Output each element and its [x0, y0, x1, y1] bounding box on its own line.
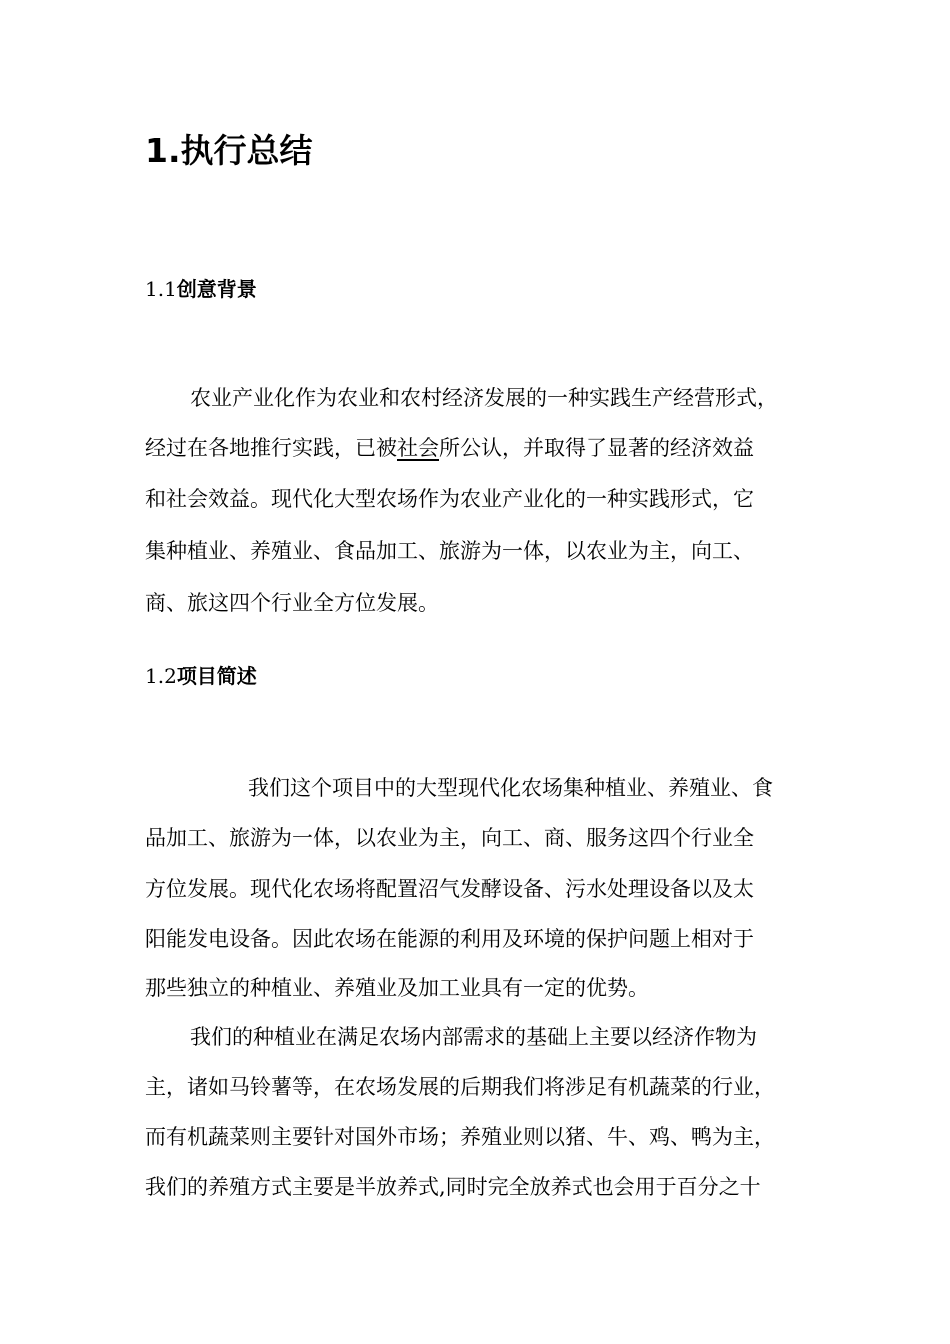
- paragraph-line: 那些独立的种植业、养殖业及加工业具有一定的优势。: [145, 976, 649, 1000]
- section-number: 1.1: [145, 277, 177, 301]
- paragraph-line: 我们这个项目中的大型现代化农场集种植业、养殖业、食: [248, 776, 773, 800]
- paragraph-line: 集种植业、养殖业、食品加工、旅游为一体，以农业为主，向工、: [145, 539, 754, 563]
- paragraph-line: 阳能发电设备。因此农场在能源的利用及环境的保护问题上相对于: [145, 927, 754, 951]
- paragraph-line: 方位发展。现代化农场将配置沼气发酵设备、污水处理设备以及太: [145, 877, 754, 901]
- line-text: 经过在各地推行实践，已被: [145, 436, 397, 460]
- paragraph-line: 我们的种植业在满足农场内部需求的基础上主要以经济作物为: [190, 1025, 757, 1049]
- section-title: 项目简述: [176, 664, 257, 688]
- section-number: 1.2: [145, 664, 177, 688]
- underlined-word: 社会: [397, 436, 439, 460]
- paragraph-line: 而有机蔬菜则主要针对国外市场；养殖业则以猪、牛、鸡、鸭为主，: [145, 1125, 775, 1149]
- section-heading-1-1: [145, 274, 257, 304]
- section-heading-1-2: [145, 661, 257, 691]
- paragraph-line: 我们的养殖方式主要是半放养式,同时完全放养式也会用于百分之十: [145, 1175, 761, 1199]
- section-title: 创意背景: [176, 277, 257, 301]
- chapter-title: 1.执行总结: [145, 131, 313, 170]
- paragraph-line: 主，诸如马铃薯等，在农场发展的后期我们将涉足有机蔬菜的行业，: [145, 1075, 775, 1099]
- paragraph-line: 农业产业化作为农业和农村经济发展的一种实践生产经营形式，: [190, 386, 778, 410]
- paragraph-line: [145, 425, 805, 471]
- paragraph-line: 品加工、旅游为一体，以农业为主，向工、商、服务这四个行业全: [145, 826, 754, 850]
- paragraph-line: 商、旅这四个行业全方位发展。: [145, 591, 439, 615]
- line-text: 所公认，并取得了显著的经济效益: [439, 436, 754, 460]
- paragraph-line: 和社会效益。现代化大型农场作为农业产业化的一种实践形式，它: [145, 487, 754, 511]
